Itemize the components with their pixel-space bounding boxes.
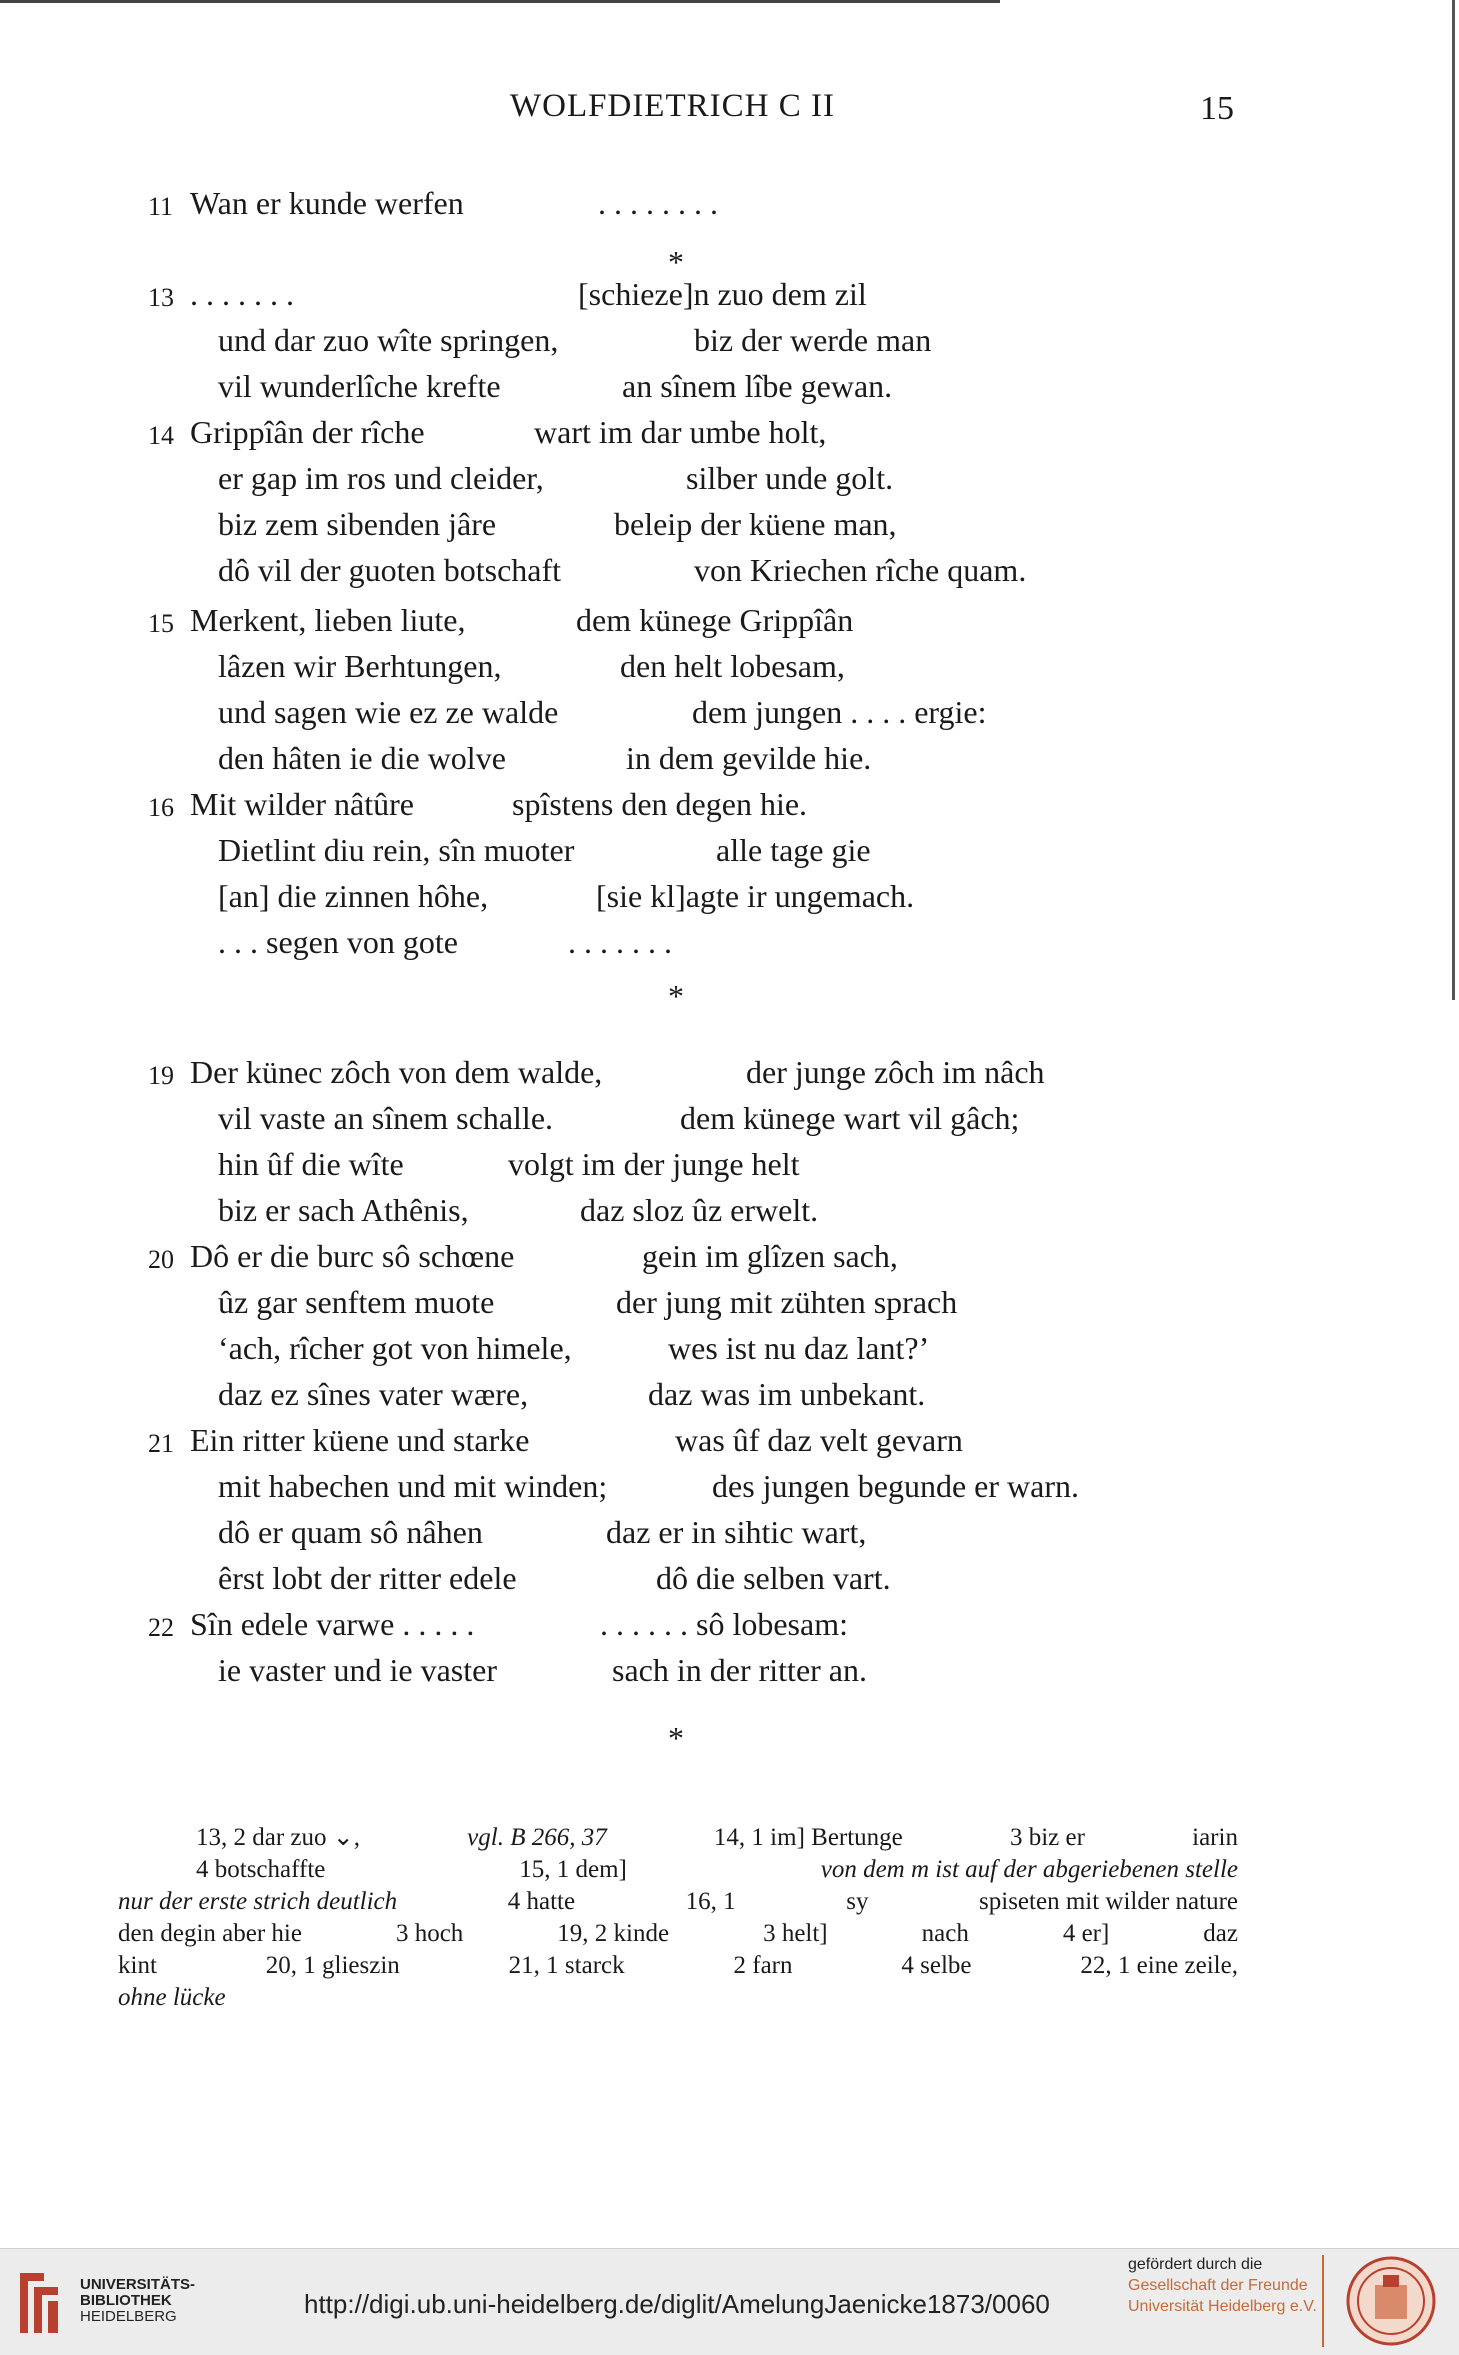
second-half-line: wes ist nu daz lant?’ — [668, 1330, 930, 1366]
stanza-number: 20 — [148, 1245, 174, 1274]
second-half-line: den helt lobesam, — [620, 648, 845, 684]
second-half-line: an sînem lîbe gewan. — [622, 368, 893, 404]
right-edge-rule — [1452, 0, 1455, 1000]
second-half-line: volgt im der junge helt — [508, 1146, 800, 1182]
first-half-line: biz er sach Athênis, — [218, 1192, 469, 1228]
first-half-line: Ein ritter küene und starke — [190, 1422, 530, 1458]
second-half-line: dem künege wart vil gâch; — [680, 1100, 1020, 1136]
footnote-entry: 16, 1 — [685, 1888, 736, 1915]
stanza-number: 13 — [148, 283, 174, 312]
footnote-entry: den degin aber hie — [118, 1920, 302, 1947]
footnote-entry: 13, 2 dar zuo ⌄, — [196, 1824, 360, 1851]
footnote-entry: nach — [921, 1920, 969, 1947]
first-half-line: mit habechen und mit winden; — [218, 1468, 608, 1504]
first-half-line: lâzen wir Berhtungen, — [218, 648, 502, 684]
footnote-entry: 3 hoch — [395, 1920, 464, 1947]
first-half-line: ie vaster und ie vaster — [218, 1652, 497, 1688]
footnote-entry: 2 farn — [733, 1952, 793, 1979]
second-half-line: . . . . . . sô lobesam: — [600, 1606, 848, 1642]
second-half-line: [schieze]n zuo dem zil — [578, 276, 867, 312]
first-half-line: und sagen wie ez ze walde — [218, 694, 559, 730]
first-half-line: er gap im ros und cleider, — [218, 460, 544, 496]
first-half-line: und dar zuo wîte springen, — [218, 322, 559, 358]
second-half-line: daz er in sihtic wart, — [606, 1514, 867, 1550]
footnote-entry: kint — [118, 1952, 157, 1979]
first-half-line: Dô er die burc sô schœne — [190, 1238, 515, 1274]
second-half-line: beleip der küene man, — [614, 506, 897, 542]
second-half-line: dem jungen . . . . ergie: — [692, 694, 987, 730]
second-half-line: in dem gevilde hie. — [626, 740, 872, 776]
second-half-line: alle tage gie — [716, 832, 871, 868]
first-half-line: vil vaste an sînem schalle. — [218, 1100, 554, 1136]
footnote-entry: 15, 1 dem] — [519, 1856, 627, 1883]
first-half-line: Der künec zôch von dem walde, — [190, 1054, 603, 1090]
stanza-number: 14 — [148, 421, 174, 450]
first-half-line: dô vil der guoten botschaft — [218, 552, 562, 588]
footnote-line — [118, 1950, 1238, 1982]
stanza-number: 21 — [148, 1429, 174, 1458]
second-half-line: . . . . . . . — [568, 924, 672, 960]
second-half-line: sach in der ritter an. — [612, 1652, 867, 1688]
first-half-line: Dietlint diu rein, sîn muoter — [218, 832, 575, 868]
footnote-entry: 4 er] — [1062, 1920, 1110, 1947]
sponsor-text: gefördert durch die Gesellschaft der Freunde Universität Heidelberg e.V. — [1128, 2256, 1317, 2315]
university-seal-icon — [1345, 2255, 1437, 2347]
first-half-line: Sîn edele varwe . . . . . — [190, 1606, 475, 1642]
second-half-line: . . . . . . . . — [598, 185, 718, 221]
first-half-line: hin ûf die wîte — [218, 1146, 404, 1182]
footnote-entry: 20, 1 glieszin — [265, 1952, 400, 1979]
stanza-number: 11 — [148, 192, 174, 221]
footnote-entry: 21, 1 starck — [508, 1952, 625, 1979]
footnote-entry: ohne lücke — [118, 1984, 226, 2011]
footer-bar — [0, 2248, 1459, 2355]
second-half-line: spîstens den degen hie. — [512, 786, 808, 822]
stanza-number: 15 — [148, 609, 174, 638]
first-half-line: [an] die zinnen hôhe, — [218, 878, 489, 914]
footnote-line — [118, 1854, 1238, 1886]
second-half-line: dem künege Grippîân — [576, 602, 854, 638]
footnote-entry: 22, 1 eine zeile, — [1080, 1952, 1238, 1979]
second-half-line: daz sloz ûz erwelt. — [580, 1192, 819, 1228]
second-half-line: [sie kl]agte ir ungemach. — [596, 878, 915, 914]
page-number: 15 — [1200, 90, 1234, 127]
first-half-line: Grippîân der rîche — [190, 414, 425, 450]
first-half-line: vil wunderlîche krefte — [218, 368, 501, 404]
footnote-entry: 4 hatte — [507, 1888, 576, 1915]
page-header — [0, 88, 1459, 138]
footnote-entry: 14, 1 im] Bertunge — [713, 1824, 903, 1851]
library-name: UNIVERSITÄTS- BIBLIOTHEK HEIDELBERG — [80, 2276, 196, 2325]
footnote-entry: 4 botschaffte — [196, 1856, 326, 1883]
first-half-line: ‘ach, rîcher got von himele, — [218, 1330, 572, 1366]
first-half-line: daz ez sînes vater wære, — [218, 1376, 529, 1412]
second-half-line: daz was im unbekant. — [648, 1376, 926, 1412]
footnote-entry: spiseten mit wilder nature — [979, 1888, 1238, 1915]
first-half-line: Mit wilder nâtûre — [190, 786, 414, 822]
section-asterisk: * — [668, 978, 684, 1014]
first-half-line: Wan er kunde werfen — [190, 185, 464, 221]
stanza-number: 16 — [148, 793, 174, 822]
source-url[interactable]: http://digi.ub.uni-heidelberg.de/diglit/AmelungJaenicke1873/0060 — [304, 2289, 1050, 2319]
first-half-line: dô er quam sô nâhen — [218, 1514, 483, 1550]
second-half-line: silber unde golt. — [686, 460, 894, 496]
second-half-line: des jungen begunde er warn. — [712, 1468, 1079, 1504]
first-half-line: den hâten ie die wolve — [218, 740, 506, 776]
footnote-entry: vgl. B 266, 37 — [467, 1824, 607, 1851]
footnote-entry: 4 selbe — [901, 1952, 972, 1979]
footnote-entry: von dem m ist auf der abgeriebenen stelle — [820, 1856, 1238, 1883]
second-half-line: biz der werde man — [694, 322, 932, 358]
footnote-entry: 19, 2 kinde — [557, 1920, 670, 1947]
second-half-line: der jung mit zühten sprach — [616, 1284, 958, 1320]
top-rule — [0, 0, 1000, 3]
footnote-entry: iarin — [1192, 1824, 1238, 1851]
stanza-number: 19 — [148, 1061, 174, 1090]
footnotes — [118, 1822, 1238, 2014]
library-logo-icon — [14, 2267, 64, 2339]
second-half-line: von Kriechen rîche quam. — [694, 552, 1027, 588]
second-half-line: dô die selben vart. — [656, 1560, 891, 1596]
first-half-line: . . . segen von gote — [218, 924, 458, 960]
footnote-line — [118, 1982, 1238, 2014]
footnote-entry: nur der erste strich deutlich — [118, 1888, 398, 1915]
section-asterisk: * — [668, 1720, 684, 1756]
first-half-line: ûz gar senftem muote — [218, 1284, 495, 1320]
stanza-number: 22 — [148, 1613, 174, 1642]
footnote-line — [118, 1822, 1238, 1854]
second-half-line: gein im glîzen sach, — [642, 1238, 898, 1274]
footnote-entry: 3 biz er — [1009, 1824, 1085, 1851]
sponsor-divider — [1322, 2255, 1324, 2347]
first-half-line: . . . . . . . — [190, 276, 294, 312]
section-asterisk: * — [668, 244, 684, 280]
first-half-line: biz zem sibenden jâre — [218, 506, 497, 542]
second-half-line: wart im dar umbe holt, — [534, 414, 827, 450]
page-title: WOLFDIETRICH C II — [510, 88, 835, 124]
second-half-line: der junge zôch im nâch — [746, 1054, 1045, 1090]
footnote-entry: daz — [1203, 1920, 1238, 1947]
footnote-line — [118, 1886, 1238, 1918]
footnote-entry: 3 helt] — [763, 1920, 828, 1947]
footnote-line — [118, 1918, 1238, 1950]
first-half-line: êrst lobt der ritter edele — [218, 1560, 517, 1596]
footnote-entry: sy — [846, 1888, 869, 1915]
second-half-line: was ûf daz velt gevarn — [675, 1422, 963, 1458]
first-half-line: Merkent, lieben liute, — [190, 602, 466, 638]
